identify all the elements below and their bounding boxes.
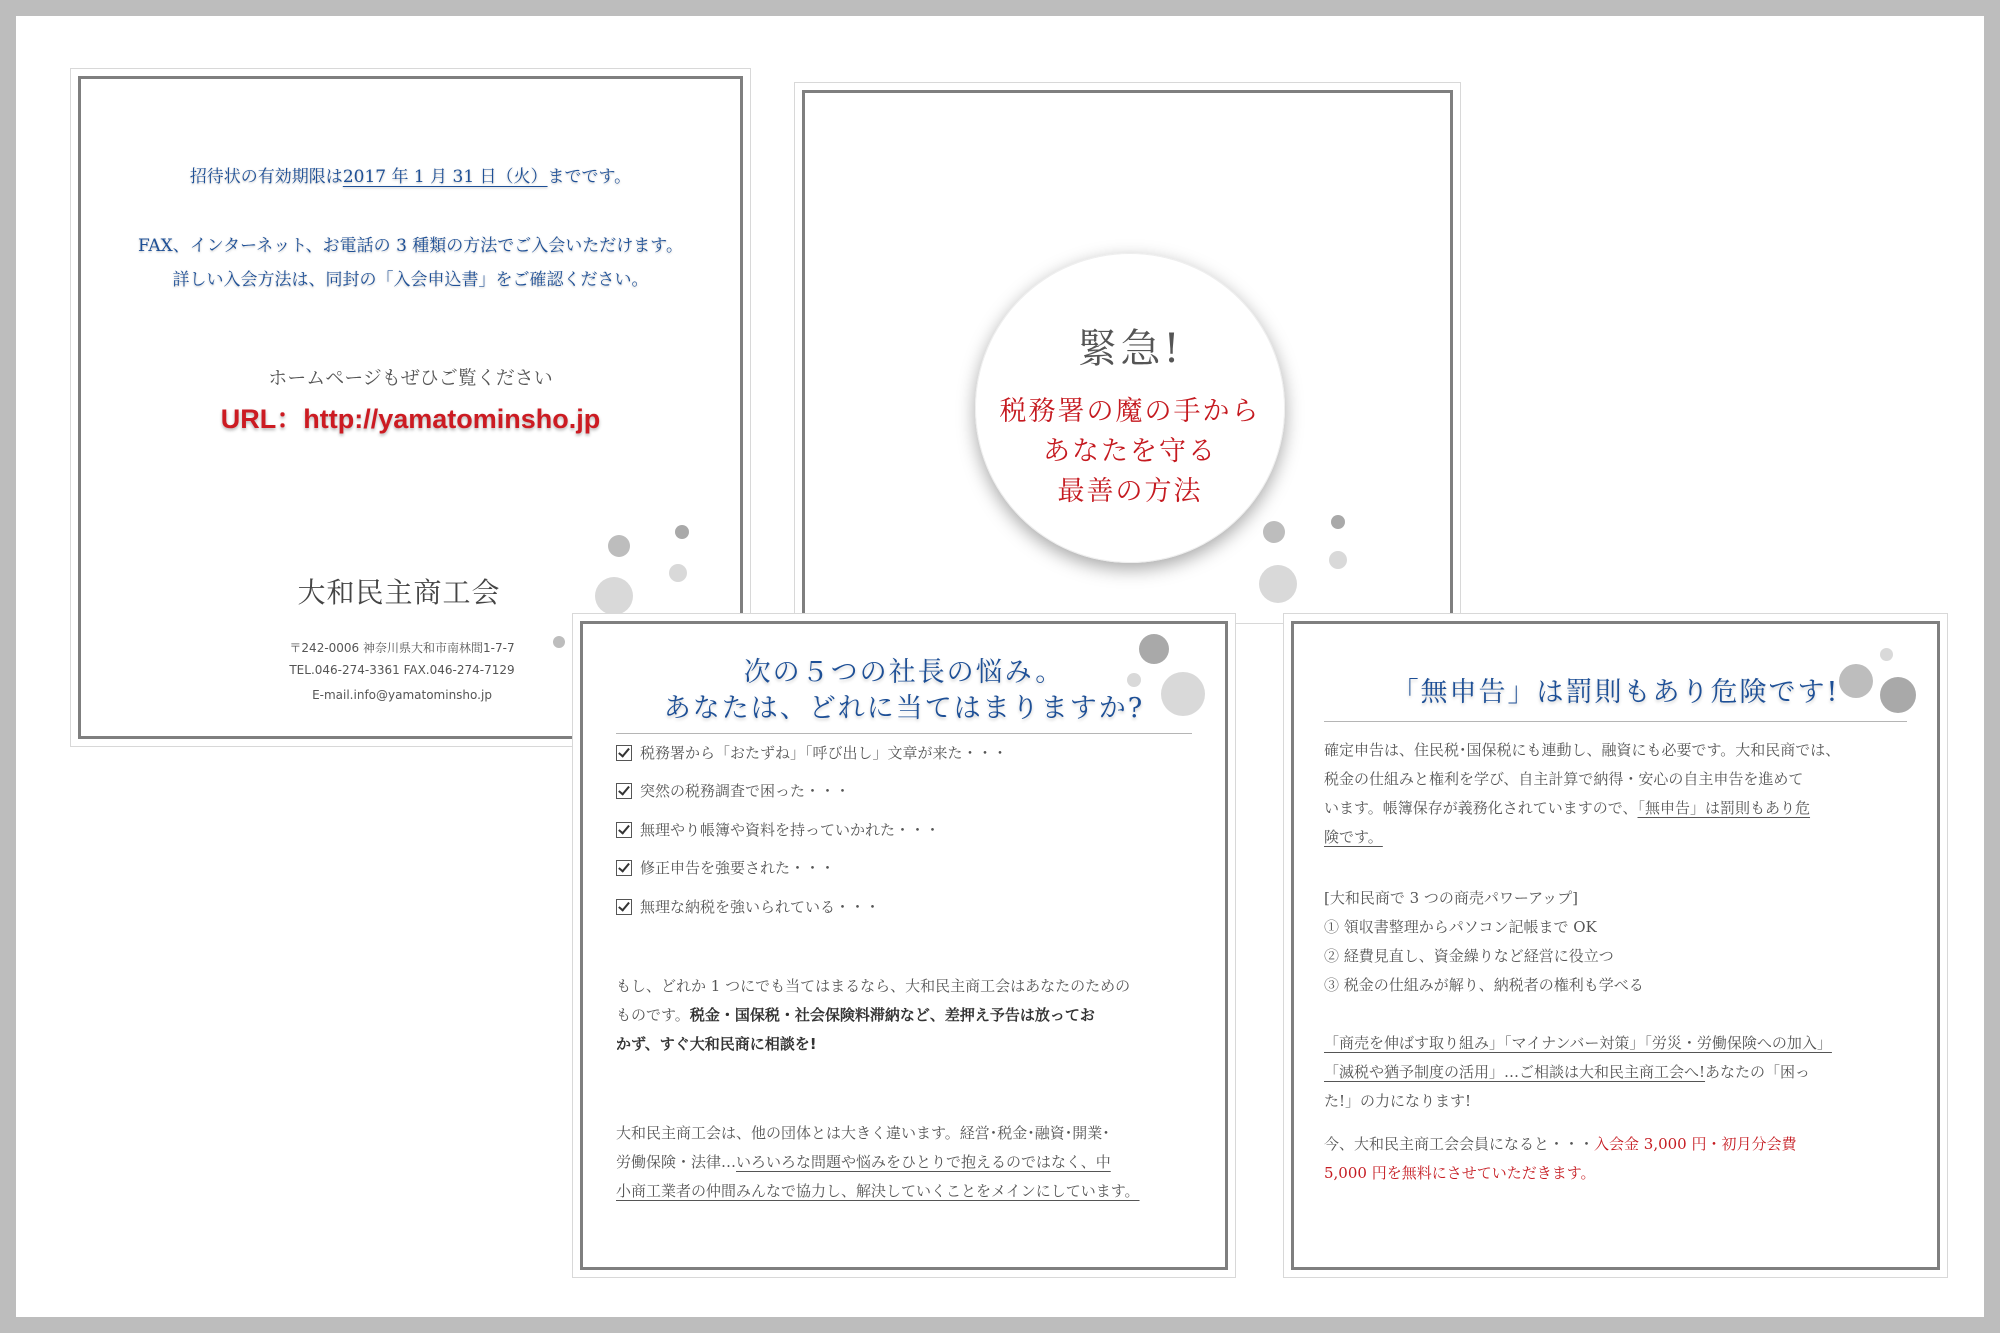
decor-bubble [1329,551,1347,569]
about-paragraph [616,1119,1140,1206]
advice-line: もし、どれか 1 つにでも当てはまるなら、大和民主商工会はあなたのための [616,977,1131,995]
website-url-link[interactable]: URL：http://yamatominsho.jp [220,404,601,434]
checklist-label: 税務署から「おたずね」「呼び出し」文章が来た・・・ [640,744,1008,762]
filing-underlined: 「無申告」は罰則もあり危 [1637,799,1811,817]
validity-date: 2017 年 1 月 31 日（火） [342,167,548,187]
cover-line-1: 税務署の魔の手から [999,396,1261,427]
about-text: 労働保険・法律… [616,1153,737,1171]
join-methods-line: FAX、インターネット、お電話の 3 種類の方法でご入会いただけます。 [138,236,683,256]
filing-paragraph [1324,736,1840,852]
worries-title-line-2: あなたは、どれに当てはまりますか? [663,693,1145,724]
checklist-label: 修正申告を強要された・・・ [640,859,836,877]
filing-underlined: 険です。 [1324,828,1383,846]
decor-bubble [1259,565,1297,603]
urgent-cover-panel [794,82,1461,624]
validity-prefix: 招待状の有効期限は [189,167,343,187]
advice-emphasis: かず、すぐ大和民商に相談を! [616,1035,817,1053]
page-canvas [16,16,1984,1317]
cover-line-2: あなたを守る [1043,436,1217,467]
no-filing-warning-panel [1283,613,1948,1278]
services-underlined: 「商売を伸ばす取り組み」「マイナンバー対策」「労災・労働保険への加入」 [1324,1034,1832,1052]
services-text: た!」の力になります! [1324,1092,1472,1110]
checklist-label: 突然の税務調査で困った・・・ [640,782,851,800]
decor-bubble [669,564,687,582]
organization-name: 大和民主商工会 [297,576,501,609]
email-address[interactable]: E-mail.info@yamatominsho.jp [312,688,492,702]
advice-emphasis: 税金・国保税・社会保険料滞納など、差押え予告は放ってお [689,1006,1095,1024]
decor-bubble [595,577,633,615]
offer-text: 今、大和民主商工会会員になると・・・ [1324,1135,1595,1153]
services-paragraph [1324,1029,1832,1116]
services-text: あなたの「困っ [1705,1063,1811,1081]
cover-line-3: 最善の方法 [1057,476,1203,507]
about-underlined: いろいろな問題や悩みをひとりで抱えるのではなく、中 [736,1153,1111,1171]
join-details-line: 詳しい入会方法は、同封の「入会申込書」をご確認ください。 [172,270,649,290]
decor-bubble [553,636,565,648]
power-up-item: ① 領収書整理からパソコン記帳まで OK [1324,918,1597,936]
checklist-item[interactable] [616,819,940,840]
power-up-item: ③ 税金の仕組みが解り、納税者の権利も学べる [1324,976,1644,994]
power-up-item: ② 経費見直し、資金繰りなど経営に役立つ [1324,947,1614,965]
worries-title-line-1: 次の５つの社長の悩み。 [743,657,1065,688]
validity-suffix: までです。 [547,167,632,187]
filing-text: います。帳簿保存が義務化されていますので、 [1324,799,1638,817]
decor-bubble [608,535,630,557]
checklist-item[interactable] [616,742,1008,763]
decor-bubble [1263,521,1285,543]
title-divider [1324,721,1907,722]
urgent-circle-badge [975,253,1285,563]
decor-bubble [1880,648,1893,661]
power-up-list [1324,884,1644,1000]
checkbox-checked-icon[interactable] [616,899,632,915]
warning-title: 「無申告」は罰則もあり危険です! [1391,677,1840,708]
about-underlined: 小商工業者の仲間みんなで協力し、解決していくことをメインにしています。 [616,1182,1140,1200]
offer-highlight: 5,000 円を無料にさせていただきます。 [1324,1164,1596,1182]
checkbox-checked-icon[interactable] [616,822,632,838]
advice-text: ものです。 [616,1006,690,1024]
checkbox-checked-icon[interactable] [616,860,632,876]
checklist-item[interactable] [616,857,835,878]
advice-paragraph [616,972,1130,1059]
title-divider [616,733,1192,734]
address: 〒242-0006 神奈川県大和市南林間1-7-7 [289,641,515,655]
checklist-label: 無理な納税を強いられている・・・ [640,898,881,916]
checkbox-checked-icon[interactable] [616,745,632,761]
tel-fax: TEL.046-274-3361 FAX.046-274-7129 [289,663,515,677]
about-line: 大和民主商工会は、他の団体とは大きく違います。経営･税金･融資･開業･ [616,1124,1110,1142]
filing-line: 税金の仕組みと権利を学び、自主計算で納得・安心の自主申告を進めて [1324,770,1804,788]
checklist-item[interactable] [616,780,850,801]
membership-offer [1324,1130,1797,1188]
offer-highlight: 入会金 3,000 円・初月分会費 [1594,1135,1797,1153]
homepage-label: ホームページもぜひご覧ください [268,367,553,389]
decor-bubble [1331,515,1345,529]
worries-panel [572,613,1236,1278]
urgent-heading: 緊急! [1077,326,1183,372]
checkbox-checked-icon[interactable] [616,783,632,799]
power-up-header: [大和民商で 3 つの商売パワーアップ] [1324,889,1578,907]
filing-line: 確定申告は、住民税･国保税にも連動し、融資にも必要です。大和民商では、 [1324,741,1841,759]
validity-line [71,162,750,187]
checklist-item[interactable] [616,896,880,917]
checklist-label: 無理やり帳簿や資料を持っていかれた・・・ [640,821,941,839]
decor-bubble [675,525,689,539]
services-underlined: 「滅税や猶予制度の活用」…ご相談は大和民主商工会へ! [1324,1063,1706,1081]
